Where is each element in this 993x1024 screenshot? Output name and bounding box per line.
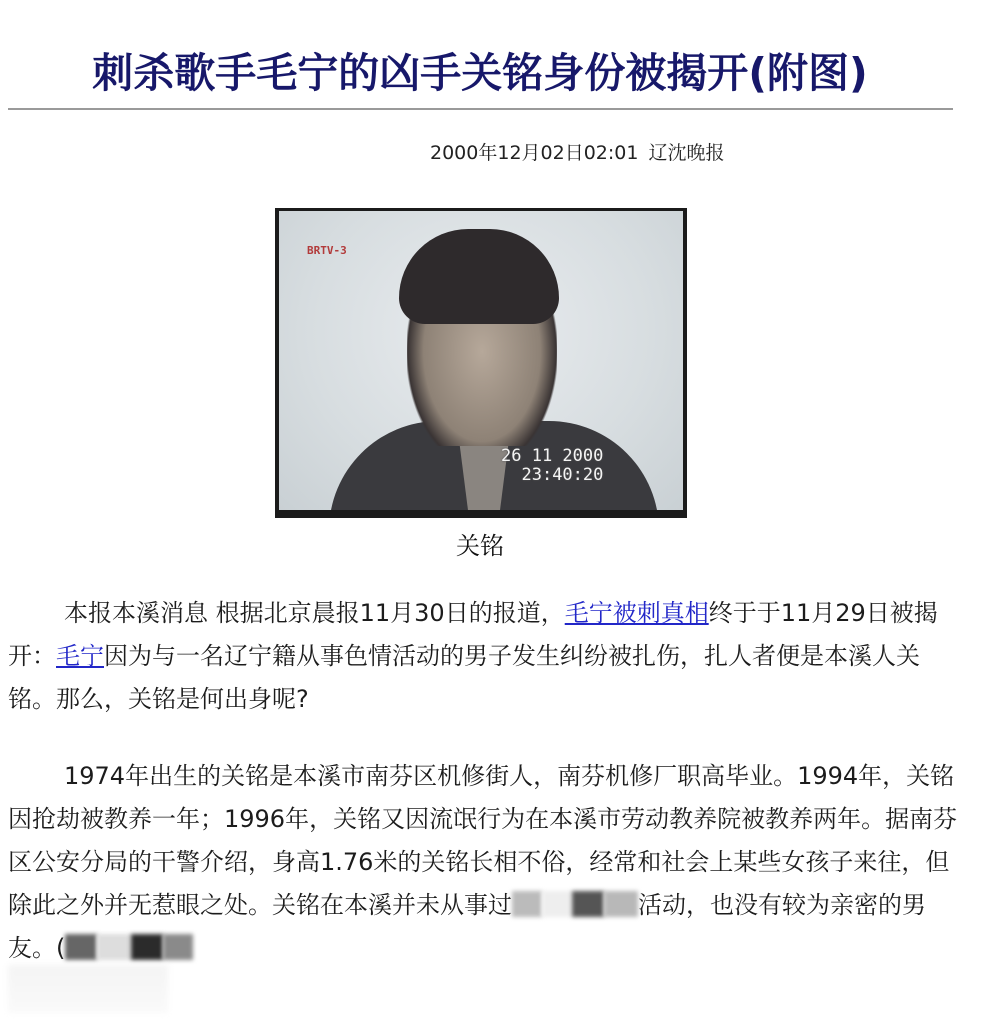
paragraph-text: ( <box>56 934 66 962</box>
paragraph-text: 本报本溪消息 根据北京晨报11月30日的报道， <box>64 599 565 627</box>
redacted-block <box>512 891 542 917</box>
photo-caption: 关铭 <box>456 532 504 560</box>
redacted-block <box>97 934 131 960</box>
faded-residue <box>8 965 168 1013</box>
redacted-block <box>131 934 163 960</box>
publish-date: 2000年12月02日02:01 <box>430 142 639 164</box>
article-meta <box>430 138 724 165</box>
link-maoning[interactable]: 毛宁 <box>56 642 104 670</box>
paragraph-text: 因为与一名辽宁籍从事色情活动的男子发生纠纷被扎伤，扎人者便是本溪人关铭。那么，关铭是何出身呢? <box>8 642 920 713</box>
tv-channel-logo: BRTV-3 <box>307 244 347 257</box>
paragraph-2 <box>8 755 958 970</box>
paragraph-text: 终于于11月29日被揭开： <box>8 599 938 670</box>
paragraph-1 <box>8 592 958 721</box>
article-title: 刺杀歌手毛宁的凶手关铭身份被揭开(附图) <box>92 49 868 97</box>
redacted-block <box>163 934 193 960</box>
suspect-photo <box>275 208 687 518</box>
timestamp-time: 23:40:20 <box>521 465 604 485</box>
redacted-block <box>65 934 97 960</box>
redacted-block <box>542 891 572 917</box>
news-source: 辽沈晚报 <box>648 142 725 164</box>
timestamp-date: 26 11 2000 <box>501 446 604 466</box>
paragraph-text: 活动，也没有较为亲密的男友。 <box>8 891 926 962</box>
title-divider <box>8 108 953 110</box>
link-maoning-stabbing-truth[interactable]: 毛宁被刺真相 <box>564 599 709 627</box>
redacted-block <box>572 891 604 917</box>
paragraph-text: 1974年出生的关铭是本溪市南芬区机修街人，南芬机修厂职高毕业。1994年，关铭因抢劫被教养一年；1996年，关铭又因流氓行为在本溪市劳动教养院被教养两年。据南芬区公安分局的干警介绍，身高1.76米的关铭长相不俗，经常和社会上某些女孩子来往，但除此之外并无惹眼之处。关铭在本溪并未从事过 <box>8 762 958 919</box>
video-timestamp <box>501 447 603 485</box>
redacted-block <box>604 891 638 917</box>
photo-frame <box>279 211 683 510</box>
